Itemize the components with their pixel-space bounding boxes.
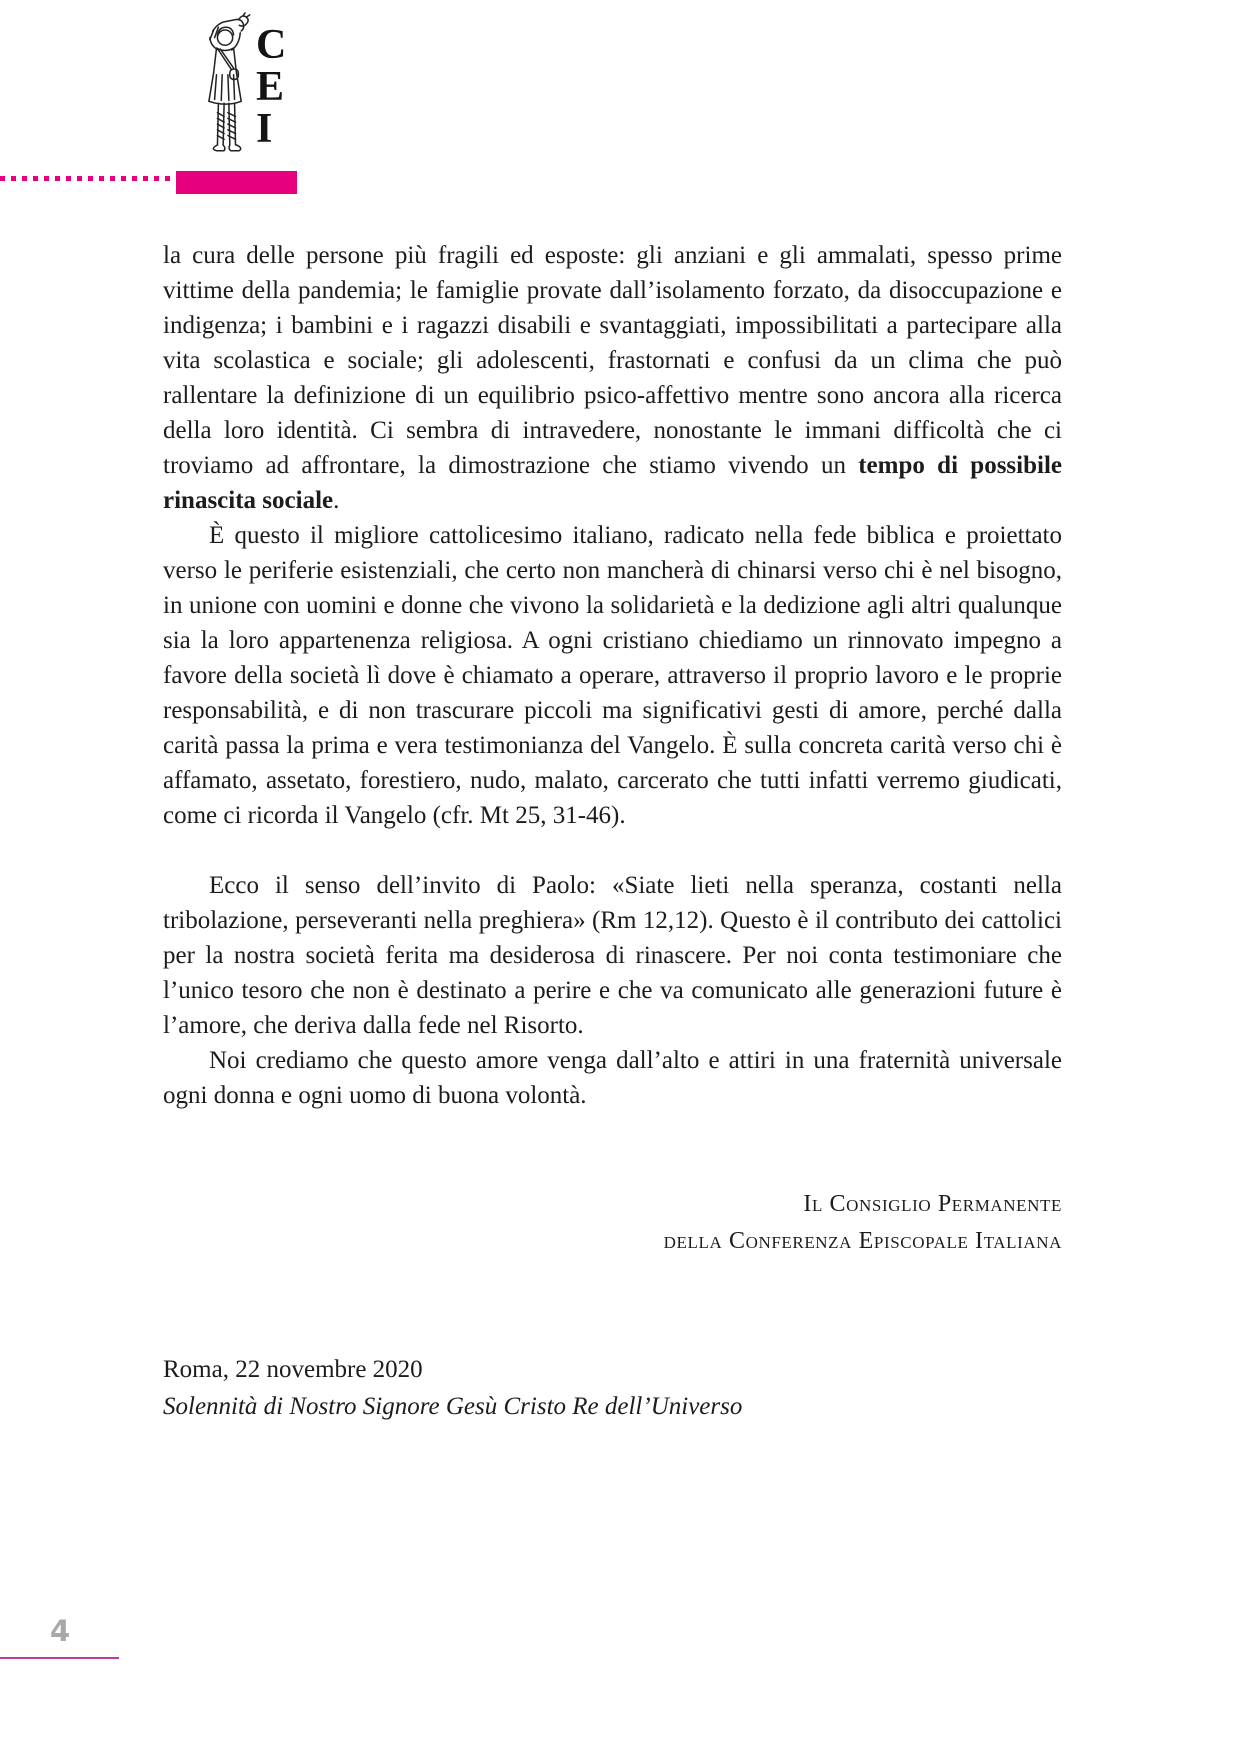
solemnity-line: Solennità di Nostro Signore Gesù Cristo Re dell’Universo bbox=[163, 1393, 743, 1420]
body-paragraph: la cura delle persone più fragili ed esposte: gli anziani e gli ammalati, spesso prime vittime della pandemia; le famiglie provate dall’isolamento forzato, da disoccupazione e indigenza; i bambini e i ragazzi disabili e svantaggiati, impossibilitati a partecipare alla vita scolastica e sociale; gli adolescenti, frastornati e confusi da un clima che può rallentare la definizione di un equilibrio psico-affettivo mentre sono ancora alla ricerca della loro identità. Ci sembra di intravedere, nonostante le immani difficoltà che ci troviamo ad affrontare, la dimostrazione che stiamo vivendo un tempo di possibile rinascita sociale. bbox=[163, 242, 1062, 514]
page-number: 4 bbox=[50, 1614, 71, 1648]
dateline-block bbox=[163, 1351, 1062, 1425]
dotted-rule bbox=[0, 176, 174, 181]
place-date: Roma, 22 novembre 2020 bbox=[163, 1356, 423, 1383]
document-body bbox=[163, 238, 1062, 1113]
good-shepherd-icon bbox=[193, 12, 259, 164]
logo-letter-c: C bbox=[256, 22, 287, 68]
cei-logo-letters bbox=[256, 24, 286, 150]
footer-rule bbox=[0, 1657, 119, 1659]
signature-line-1: Il Consiglio Permanente bbox=[803, 1191, 1062, 1217]
logo-letter-e: E bbox=[256, 64, 285, 110]
signature-line-2: della Conferenza Episcopale Italiana bbox=[663, 1228, 1062, 1254]
body-paragraph: Ecco il senso dell’invito di Paolo: «Siate lieti nella speranza, costanti nella tribolazione, perseveranti nella preghiera» (Rm 12,12). Questo è il contributo dei cattolici per la nostra società ferita ma desiderosa di rinascere. Per noi conta testimoniare che l’unico tesoro che non è destinato a perire e che va comunicato alle generazioni future è l’amore, che deriva dalla fede nel Risorto. bbox=[163, 872, 1062, 1039]
signature-block bbox=[163, 1186, 1062, 1260]
body-paragraph: È questo il migliore cattolicesimo italiano, radicato nella fede biblica e proiettato verso le periferie esistenziali, che certo non mancherà di chinarsi verso chi è nel bisogno, in unione con uomini e donne che vivono la solidarietà e la dedizione agli altri qualunque sia la loro appartenenza religiosa. A ogni cristiano chiediamo un rinnovato impegno a favore della società lì dove è chiamato a operare, attraverso il proprio lavoro e le proprie responsabilità, e di non trascurare piccoli ma significativi gesti di amore, perché dalla carità passa la prima e vera testimonianza del Vangelo. È sulla concreta carità verso chi è affamato, assetato, forestiero, nudo, malato, carcerato che tutti infatti verremo giudicati, come ci ricorda il Vangelo (cfr. Mt 25, 31-46). bbox=[163, 522, 1062, 829]
brand-bar bbox=[176, 171, 297, 194]
logo-letter-i: I bbox=[256, 106, 273, 152]
body-paragraph: Noi crediamo che questo amore venga dall’alto e attiri in una fraternità universale ogni donna e ogni uomo di buona volontà. bbox=[163, 1047, 1062, 1109]
